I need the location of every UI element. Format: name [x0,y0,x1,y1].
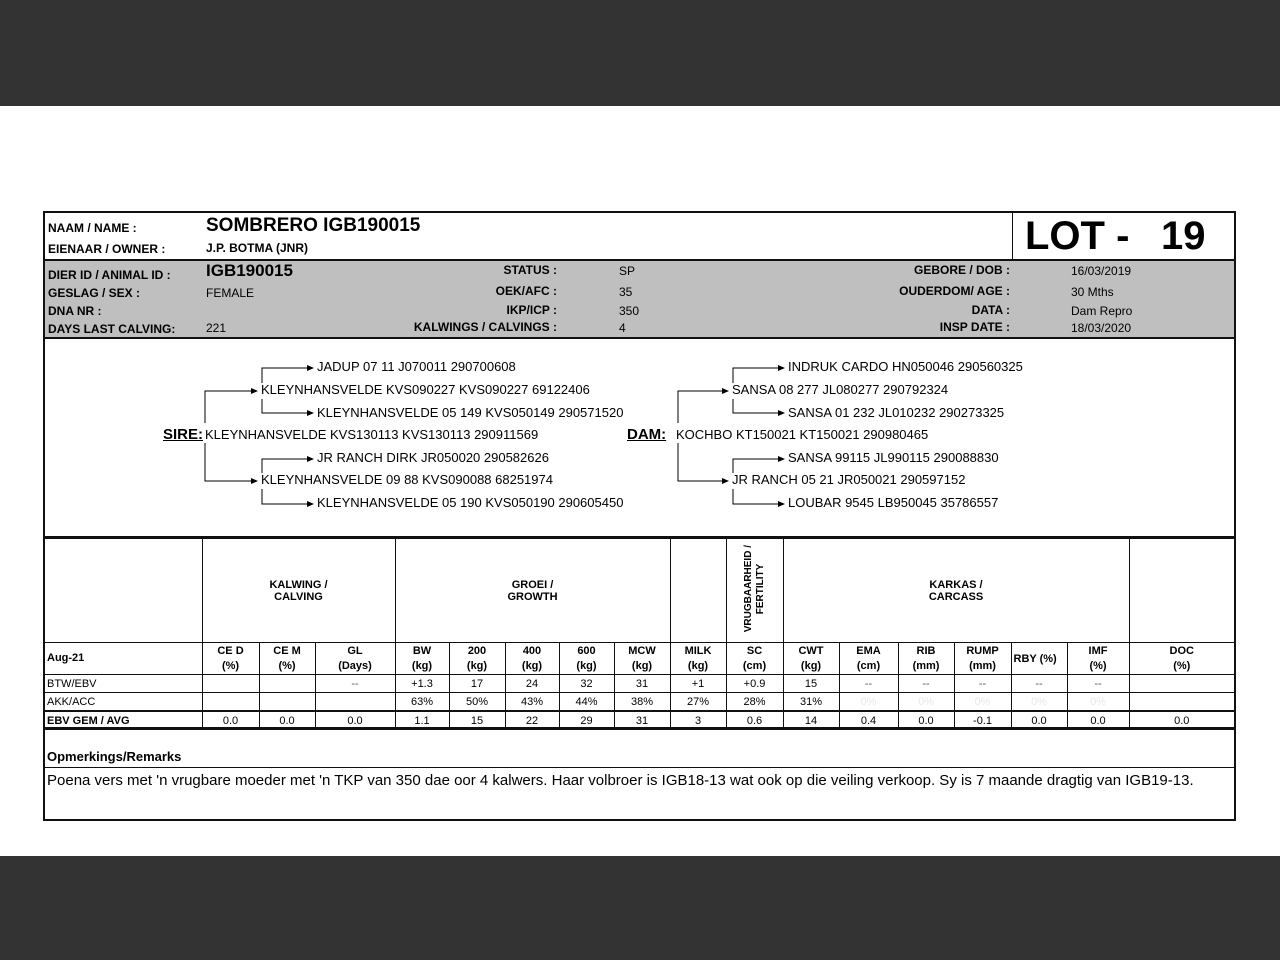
column-header-name: RIB [916,644,936,657]
column-header-unit: (kg) [466,659,488,672]
row-label: AKK/ACC [45,693,202,712]
column-header-name: 400 [522,644,542,657]
column-header-unit: (cm) [742,659,767,672]
dam-sire-dam: SANSA 01 232 JL010232 290273325 [788,405,1005,420]
table-cell: 15 [783,675,839,693]
column-header-unit: (cm) [856,659,881,672]
table-cell: 0% [898,693,954,712]
status-label: STATUS : [503,263,557,277]
sex-value: FEMALE [206,286,255,300]
dam-sire-sire: INDRUK CARDO HN050046 290560325 [788,359,1023,374]
column-header-name: CWT [798,644,824,657]
table-cell: 0.0 [315,711,395,730]
animal-id-label: DIER ID / ANIMAL ID : [48,268,171,282]
dam-dam-dam: LOUBAR 9545 LB950045 35786557 [788,495,999,510]
table-cell [1129,693,1234,712]
table-cell: 0.0 [1011,711,1067,730]
column-header-name: BW [412,644,432,657]
column-header [259,643,315,675]
table-cell: 17 [449,675,505,693]
table-cell: -0.1 [954,711,1011,730]
table-cell: -- [1067,675,1129,693]
table-cell: 38% [614,693,670,712]
age-label: OUDERDOM/ AGE : [899,284,1010,298]
group-growth-line1: GROEI / [511,578,554,591]
sire-sire: KLEYNHANSVELDE KVS090227 KVS090227 69122406 [261,382,590,397]
column-header-unit: (%) [221,659,240,672]
pedigree [45,339,1234,538]
column-header-unit: (%) [1173,659,1191,672]
table-cell: 3 [670,711,726,730]
data-label: DATA : [971,303,1010,317]
table-cell: -- [1011,675,1067,693]
animal-name: SOMBRERO IGB190015 [206,215,421,236]
column-header-name: RBY (%) [1013,652,1057,665]
dob-label: GEBORE / DOB : [913,263,1010,277]
remarks-section [45,727,1234,821]
table-cell: 31 [614,675,670,693]
column-header-unit: (kg) [631,659,653,672]
table-cell: 0.0 [898,711,954,730]
row-label: BTW/EBV [45,675,202,693]
icp-value: 350 [619,304,640,318]
row-label: EBV GEM / AVG [45,711,202,730]
table-cell: 31 [614,711,670,730]
table-cell: 43% [505,693,559,712]
top-dark-band [0,0,1280,106]
column-header-name: MILK [684,644,712,657]
group-fertility-line1: VRUGBAARHEID / [742,545,754,633]
column-header-unit: (mm) [912,659,940,672]
status-value: SP [619,264,636,278]
table-cell: 0.0 [202,711,259,730]
ebv-table-wrap [45,538,1234,730]
table-cell: -- [898,675,954,693]
dob-value: 16/03/2019 [1071,264,1132,278]
table-cell: 50% [449,693,505,712]
sire-heading: SIRE: [163,426,204,443]
table-cell: 0.0 [259,711,315,730]
table-cell: 0% [1011,693,1067,712]
column-header-name: CE D [217,644,244,657]
table-cell [259,675,315,693]
table-cell: +1.3 [395,675,449,693]
table-cell: 44% [559,693,614,712]
column-header-name: 600 [577,644,596,657]
column-header-name: 200 [467,644,487,657]
column-header [1067,643,1129,675]
table-row-acc [45,693,1234,712]
sire-dam-dam: KLEYNHANSVELDE 05 190 KVS050190 290605450 [317,495,624,510]
insp-date-value: 18/03/2020 [1071,321,1132,335]
column-header [954,643,1011,675]
column-header-unit: (kg) [576,659,597,672]
column-header-unit: (kg) [411,659,433,672]
animal-info [45,261,1234,339]
group-carcass-line2: CARCASS [928,590,984,603]
table-cell: 28% [726,693,783,712]
sire-sire-sire: JADUP 07 11 J070011 290700608 [317,359,516,374]
dam-sire: SANSA 08 277 JL080277 290792324 [732,382,949,397]
column-header-name: EMA [856,644,881,657]
table-row-ebv [45,675,1234,693]
group-milk-empty [670,539,726,643]
column-header-name: IMF [1088,644,1108,657]
group-fertility-line2: FERTILITY [754,563,766,615]
dam-dam: JR RANCH 05 21 JR050021 290597152 [732,472,966,487]
sire-sire-dam: KLEYNHANSVELDE 05 149 KVS050149 290571520 [317,405,624,420]
lot-sheet [43,211,1236,821]
remarks-text: Poena vers met 'n vrugbare moeder met 'n TKP van 350 dae oor 4 kalwers. Haar volbroer is IGB18-13 wat ook op die veiling verkoop. Sy is 7 maande dragtig van IGB19-13. [47,772,1194,789]
column-header [315,643,395,675]
age-value: 30 Mths [1071,285,1114,299]
animal-id-value: IGB190015 [206,261,293,280]
lot-label: LOT - [1025,214,1130,258]
table-cell: -- [839,675,898,693]
sire-dam-sire: JR RANCH DIRK JR050020 290582626 [317,450,549,465]
table-cell: +0.9 [726,675,783,693]
remarks-box [45,767,1234,822]
table-cell: 0.4 [839,711,898,730]
group-growth-line2: GROWTH [507,590,558,603]
table-cell: 1.1 [395,711,449,730]
column-header-unit: (mm) [969,659,996,672]
column-header [1011,643,1067,675]
table-cell: 0.0 [1129,711,1234,730]
table-cell: 32 [559,675,614,693]
ebv-table [45,538,1234,730]
group-calving [202,539,395,643]
calvings-value: 4 [619,321,626,335]
column-header-unit: (kg) [687,659,709,672]
group-header-row [45,539,1234,643]
dam-name: KOCHBO KT150021 KT150021 290980465 [676,427,929,442]
table-cell: 0% [1067,693,1129,712]
table-cell [259,693,315,712]
calvings-label: KALWINGS / CALVINGS : [413,320,557,334]
column-header [614,643,670,675]
column-header-name: RUMP [966,644,999,657]
table-cell [202,675,259,693]
lot-number: 19 [1161,214,1206,258]
column-header-name: GL [347,644,363,657]
column-header [449,643,505,675]
dam-heading: DAM: [627,426,667,443]
insp-date-label: INSP DATE : [939,320,1010,334]
column-header [783,643,839,675]
data-value: Dam Repro [1071,304,1133,318]
column-header-unit: (kg) [521,659,543,672]
column-header-unit: (%) [1089,659,1107,672]
table-cell [202,693,259,712]
column-header-name: SC [746,644,763,657]
days-last-calving-value: 221 [206,321,227,335]
group-empty-cell [45,539,202,643]
column-header [726,643,783,675]
sex-label: GESLAG / SEX : [48,286,141,300]
group-fertility-label [743,545,767,632]
sire-dam: KLEYNHANSVELDE 09 88 KVS090088 68251974 [261,472,553,487]
days-last-calving-label: DAYS LAST CALVING: [48,322,176,336]
column-header [898,643,954,675]
header [45,213,1234,261]
table-cell: 0.0 [1067,711,1129,730]
column-header [202,643,259,675]
table-cell: 0% [954,693,1011,712]
remarks-label: Opmerkings/Remarks [47,749,182,764]
table-cell: 22 [505,711,559,730]
group-fertility [726,539,783,643]
column-header-row [45,643,1234,675]
column-header-unit: (%) [278,659,296,672]
table-cell: 0% [839,693,898,712]
table-cell: 15 [449,711,505,730]
table-cell: 0.6 [726,711,783,730]
bottom-dark-band [0,856,1280,960]
icp-label: IKP/ICP : [506,303,557,317]
column-header-name: MCW [628,644,656,657]
name-label: NAAM / NAME : [48,221,137,235]
column-header [395,643,449,675]
table-cell: 24 [505,675,559,693]
column-header [1129,643,1234,675]
table-cell: -- [315,675,395,693]
group-calving-line1: KALWING / [269,578,328,591]
afc-value: 35 [619,285,633,299]
column-header-unit: (kg) [800,659,822,672]
date-label: Aug-21 [45,643,202,675]
table-cell [1129,675,1234,693]
dna-label: DNA NR : [48,304,102,318]
column-header-name: CE M [273,644,301,657]
table-cell: 27% [670,693,726,712]
table-cell: +1 [670,675,726,693]
group-doc-empty [1129,539,1234,643]
table-cell [315,693,395,712]
group-carcass-line1: KARKAS / [929,578,983,591]
table-cell: 14 [783,711,839,730]
group-growth [395,539,670,643]
group-carcass [783,539,1129,643]
sire-name: KLEYNHANSVELDE KVS130113 KVS130113 290911569 [205,427,539,442]
table-cell: -- [954,675,1011,693]
owner-label: EIENAAR / OWNER : [48,242,166,256]
column-header [839,643,898,675]
column-header [559,643,614,675]
column-header [505,643,559,675]
afc-label: OEK/AFC : [495,284,557,298]
table-cell: 31% [783,693,839,712]
column-header-unit: (Days) [338,659,372,672]
table-cell: 63% [395,693,449,712]
column-header [670,643,726,675]
owner-value: J.P. BOTMA (JNR) [206,241,309,255]
group-calving-line2: CALVING [274,590,323,603]
lot-box [1012,213,1235,259]
dam-dam-sire: SANSA 99115 JL990115 290088830 [788,450,999,465]
column-header-name: DOC [1169,644,1194,657]
table-cell: 29 [559,711,614,730]
